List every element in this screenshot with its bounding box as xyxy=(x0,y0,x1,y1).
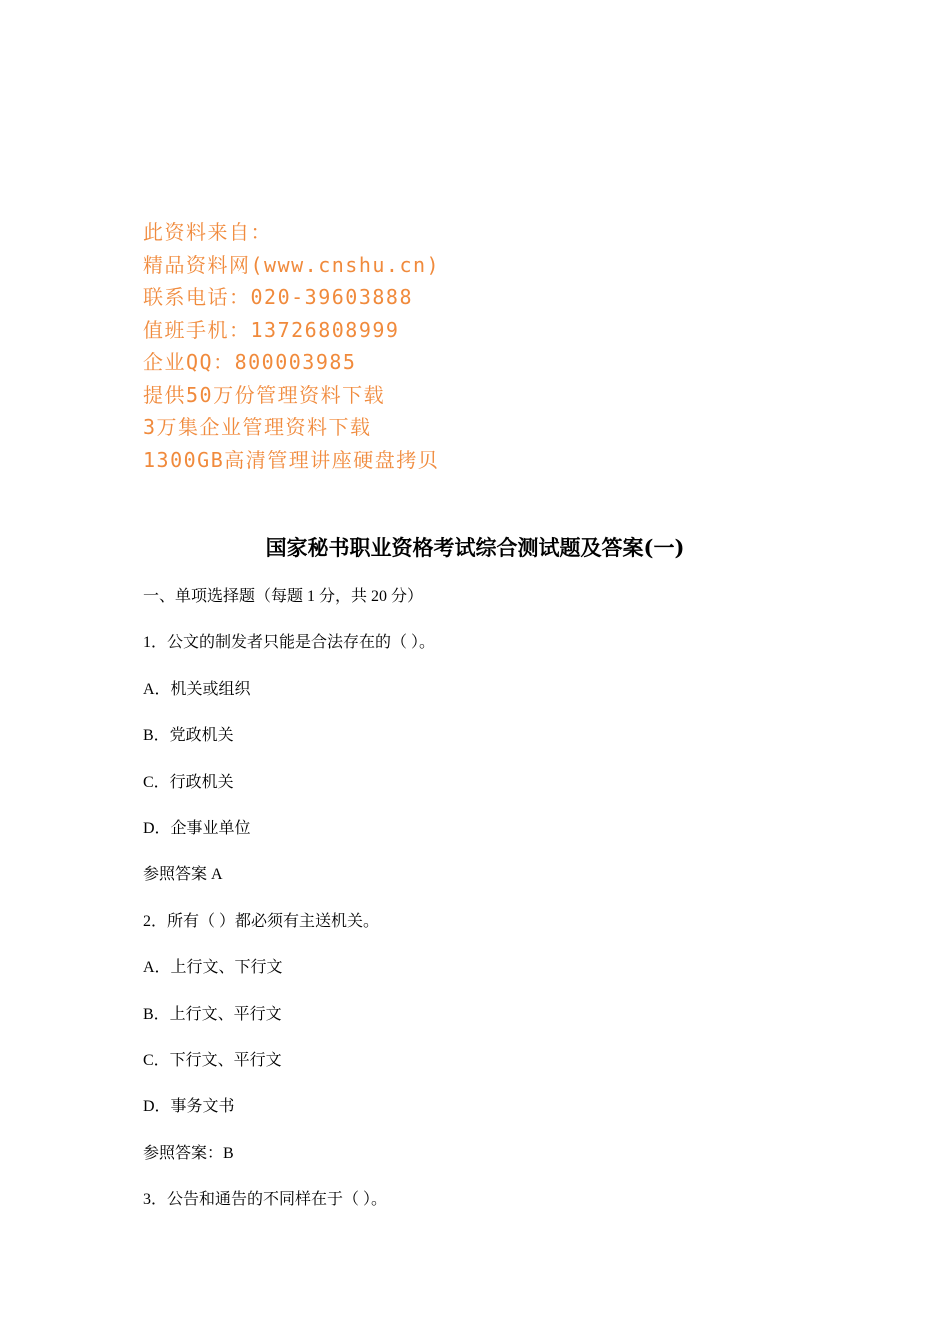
question-option: D．事务文书 xyxy=(143,1098,235,1116)
question-stem: 3．公告和通告的不同样在于（ ）。 xyxy=(143,1191,388,1209)
promo-line: 3万集企业管理资料下载 xyxy=(143,415,372,439)
promo-line: 精品资料网(www.cnshu.cn) xyxy=(143,252,441,277)
question-answer: 参照答案：B xyxy=(143,1144,234,1162)
promo-block xyxy=(143,216,703,476)
promo-line: 1300GB高清管理讲座硬盘拷贝 xyxy=(143,447,440,472)
question-option: C．行政机关 xyxy=(143,773,234,791)
question-option: A．上行文、下行文 xyxy=(143,959,283,977)
promo-line: 企业QQ：800003985 xyxy=(143,350,357,374)
question-option: A．机关或组织 xyxy=(143,680,251,698)
question-option: D．企事业单位 xyxy=(143,819,251,837)
promo-line: 联系电话：020-39603888 xyxy=(143,285,413,309)
promo-line: 提供50万份管理资料下载 xyxy=(143,382,386,407)
question-stem: 2．所有（ ）都必须有主送机关。 xyxy=(143,912,380,930)
section-heading: 一、单项选择题（每题 1 分，共 20 分） xyxy=(143,588,424,605)
promo-line: 此资料来自： xyxy=(143,220,272,244)
question-option: B．上行文、平行文 xyxy=(143,1005,282,1023)
question-option: C．下行文、平行文 xyxy=(143,1051,282,1069)
question-stem: 1．公文的制发者只能是合法存在的（ ）。 xyxy=(143,634,436,652)
promo-line: 值班手机：13726808999 xyxy=(143,317,400,342)
question-option: B．党政机关 xyxy=(143,727,234,745)
document-title: 国家秘书职业资格考试综合测试题及答案(一) xyxy=(265,535,685,560)
question-answer: 参照答案 A xyxy=(143,866,223,884)
document-body xyxy=(143,582,807,1231)
